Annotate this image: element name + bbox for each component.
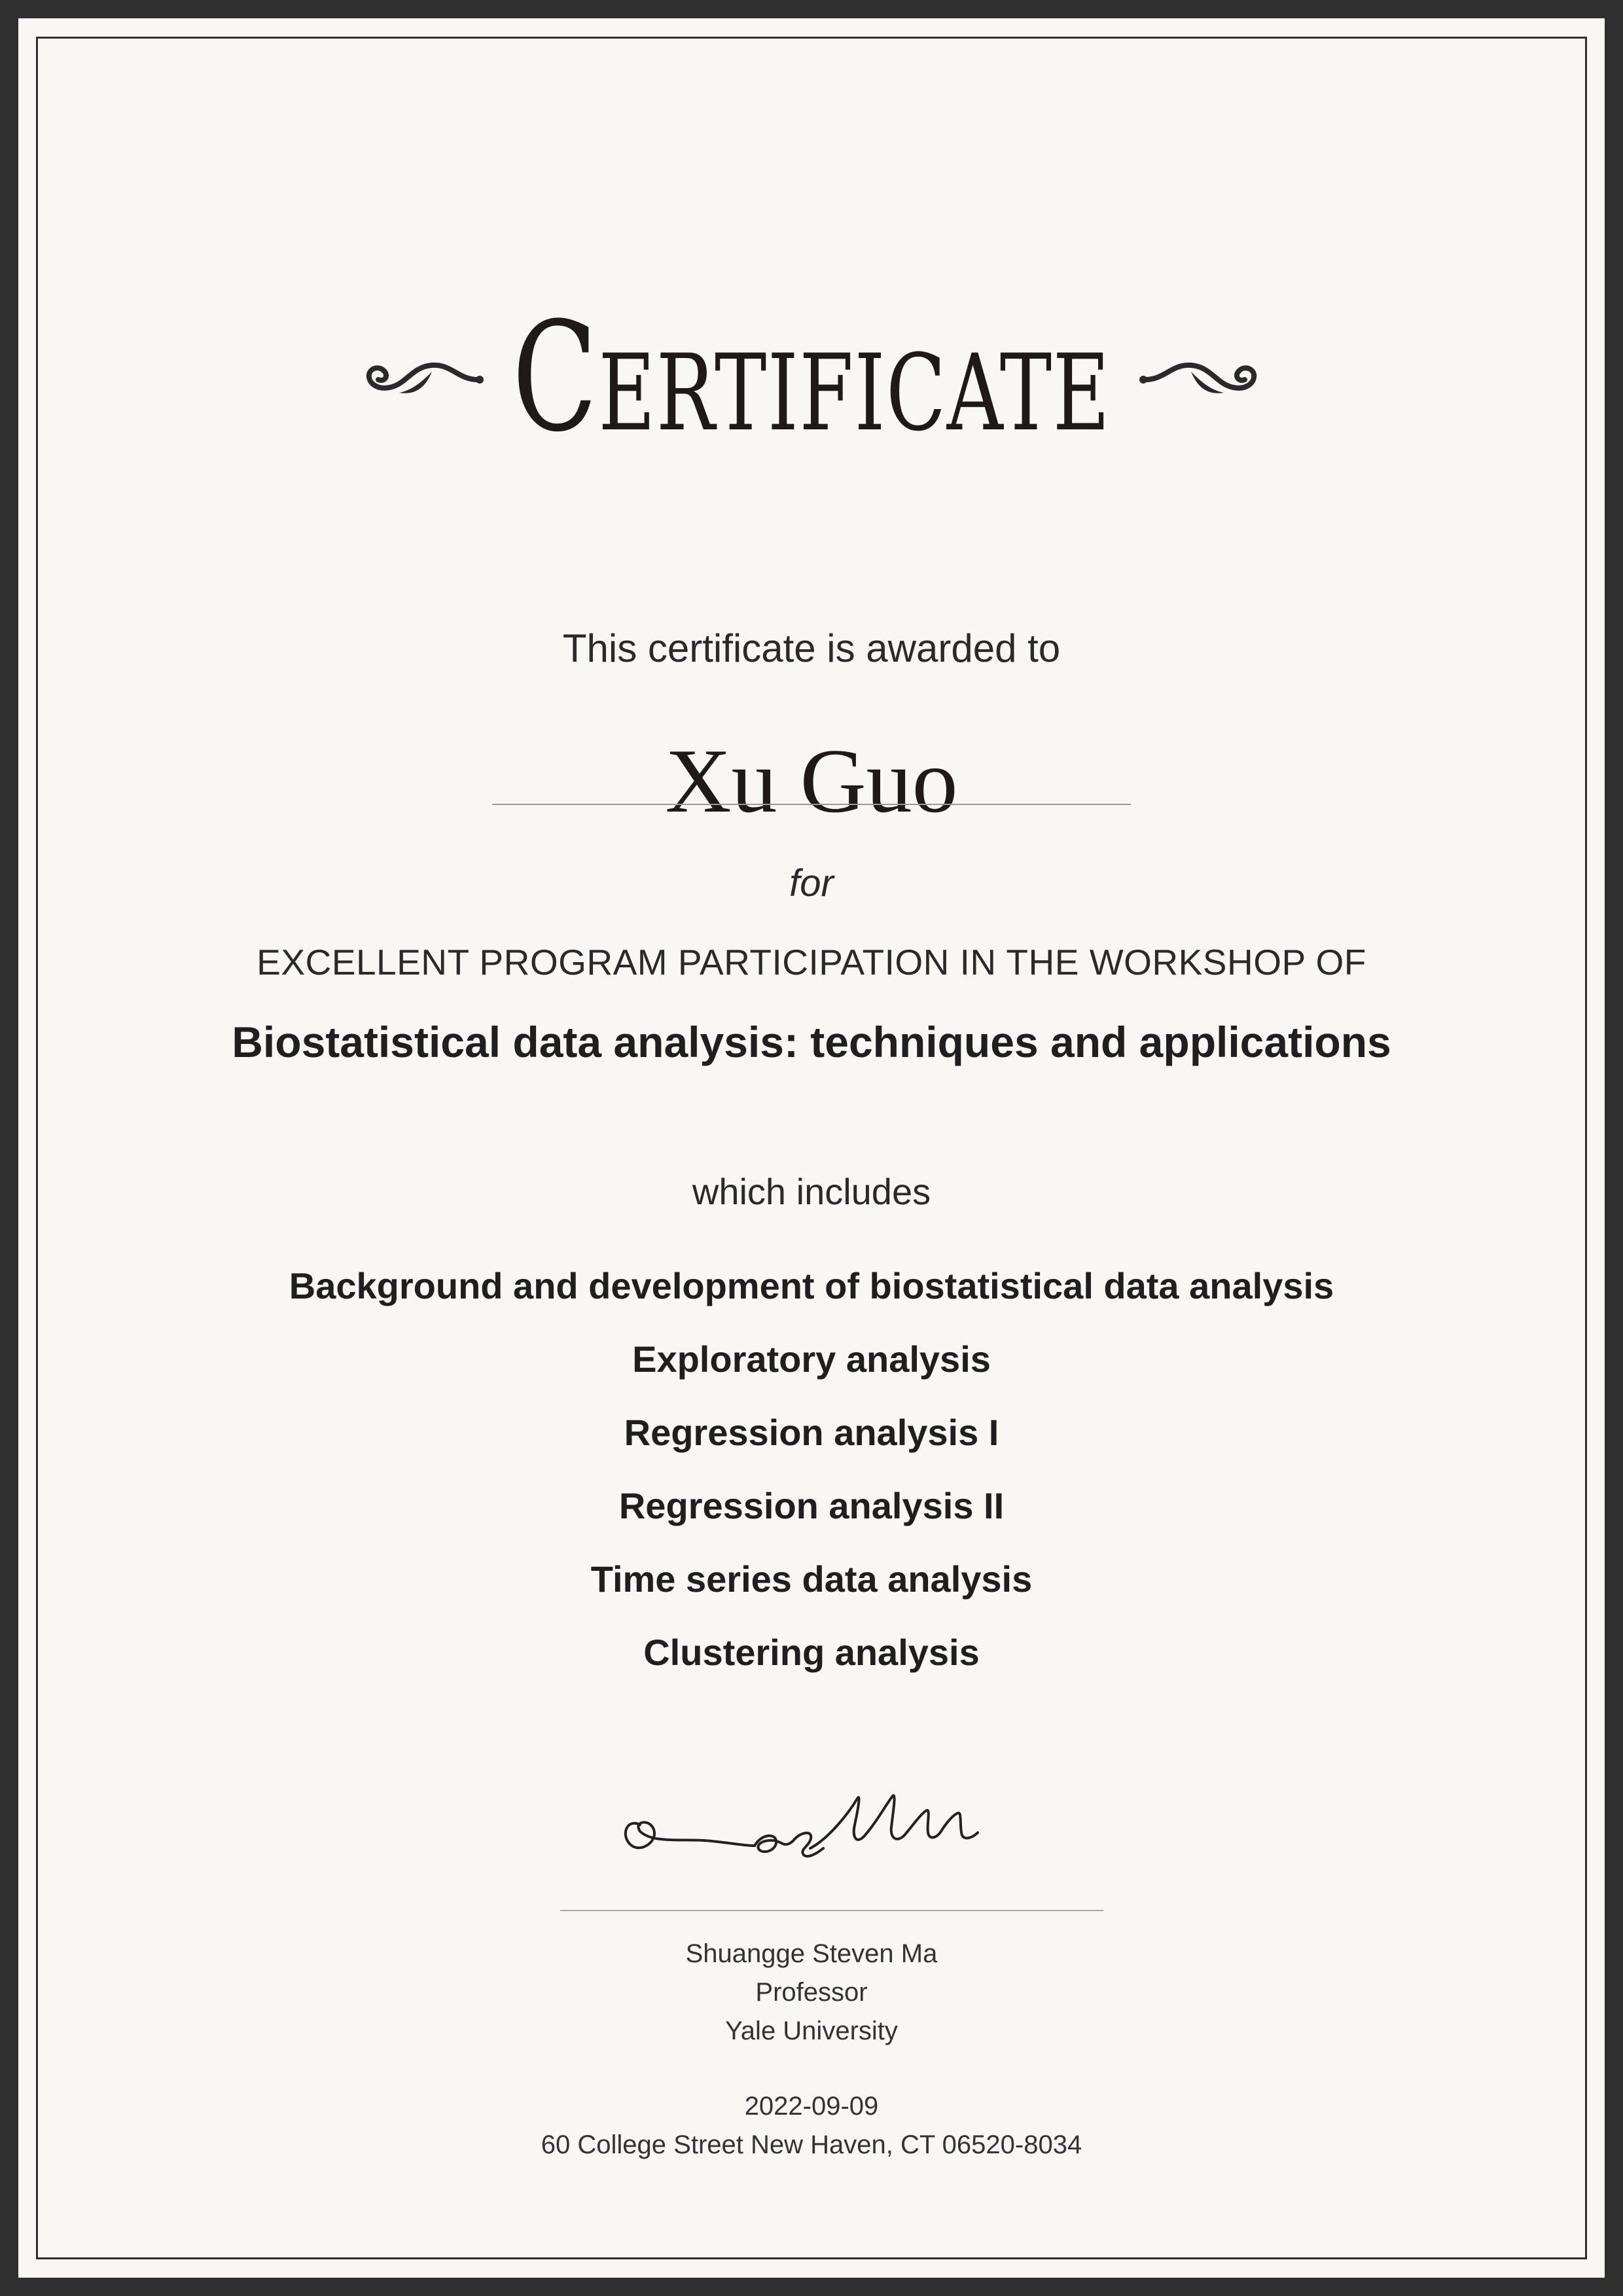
topic-item: Clustering analysis <box>643 1632 980 1673</box>
issue-date: 2022-09-09 <box>744 2092 879 2121</box>
left-flourish-icon <box>360 352 484 404</box>
topic-list <box>18 1263 1605 1703</box>
signer-name: Shuangge Steven Ma <box>685 1939 938 1968</box>
signature <box>614 1772 1033 1884</box>
address: 60 College Street New Haven, CT 06520-8034 <box>541 2130 1082 2159</box>
topic-item: Time series data analysis <box>590 1558 1033 1600</box>
title-row <box>18 267 1605 490</box>
includes-text: which includes <box>692 1171 931 1212</box>
awarded-to-text: This certificate is awarded to <box>562 626 1061 670</box>
workshop-title: Biostatistical data analysis: techniques and applications <box>232 1018 1391 1066</box>
topic-item: Background and development of biostatistical data analysis <box>289 1265 1334 1306</box>
topic-item: Exploratory analysis <box>632 1338 991 1380</box>
signature-line <box>560 1910 1103 1911</box>
certificate-sheet <box>18 18 1605 2278</box>
topic-item: Regression analysis II <box>618 1485 1005 1526</box>
program-text: EXCELLENT PROGRAM PARTICIPATION IN THE WORKSHOP OF <box>257 942 1366 982</box>
signer-institution: Yale University <box>725 2017 898 2045</box>
recipient-name: Xu Guo <box>665 730 958 832</box>
topic-item: Regression analysis I <box>624 1412 999 1453</box>
for-text: for <box>789 862 834 905</box>
signer-role: Professor <box>755 1978 868 2007</box>
right-flourish-icon <box>1139 352 1263 404</box>
certificate-title: Certificate <box>512 291 1111 465</box>
name-underline <box>492 804 1131 805</box>
